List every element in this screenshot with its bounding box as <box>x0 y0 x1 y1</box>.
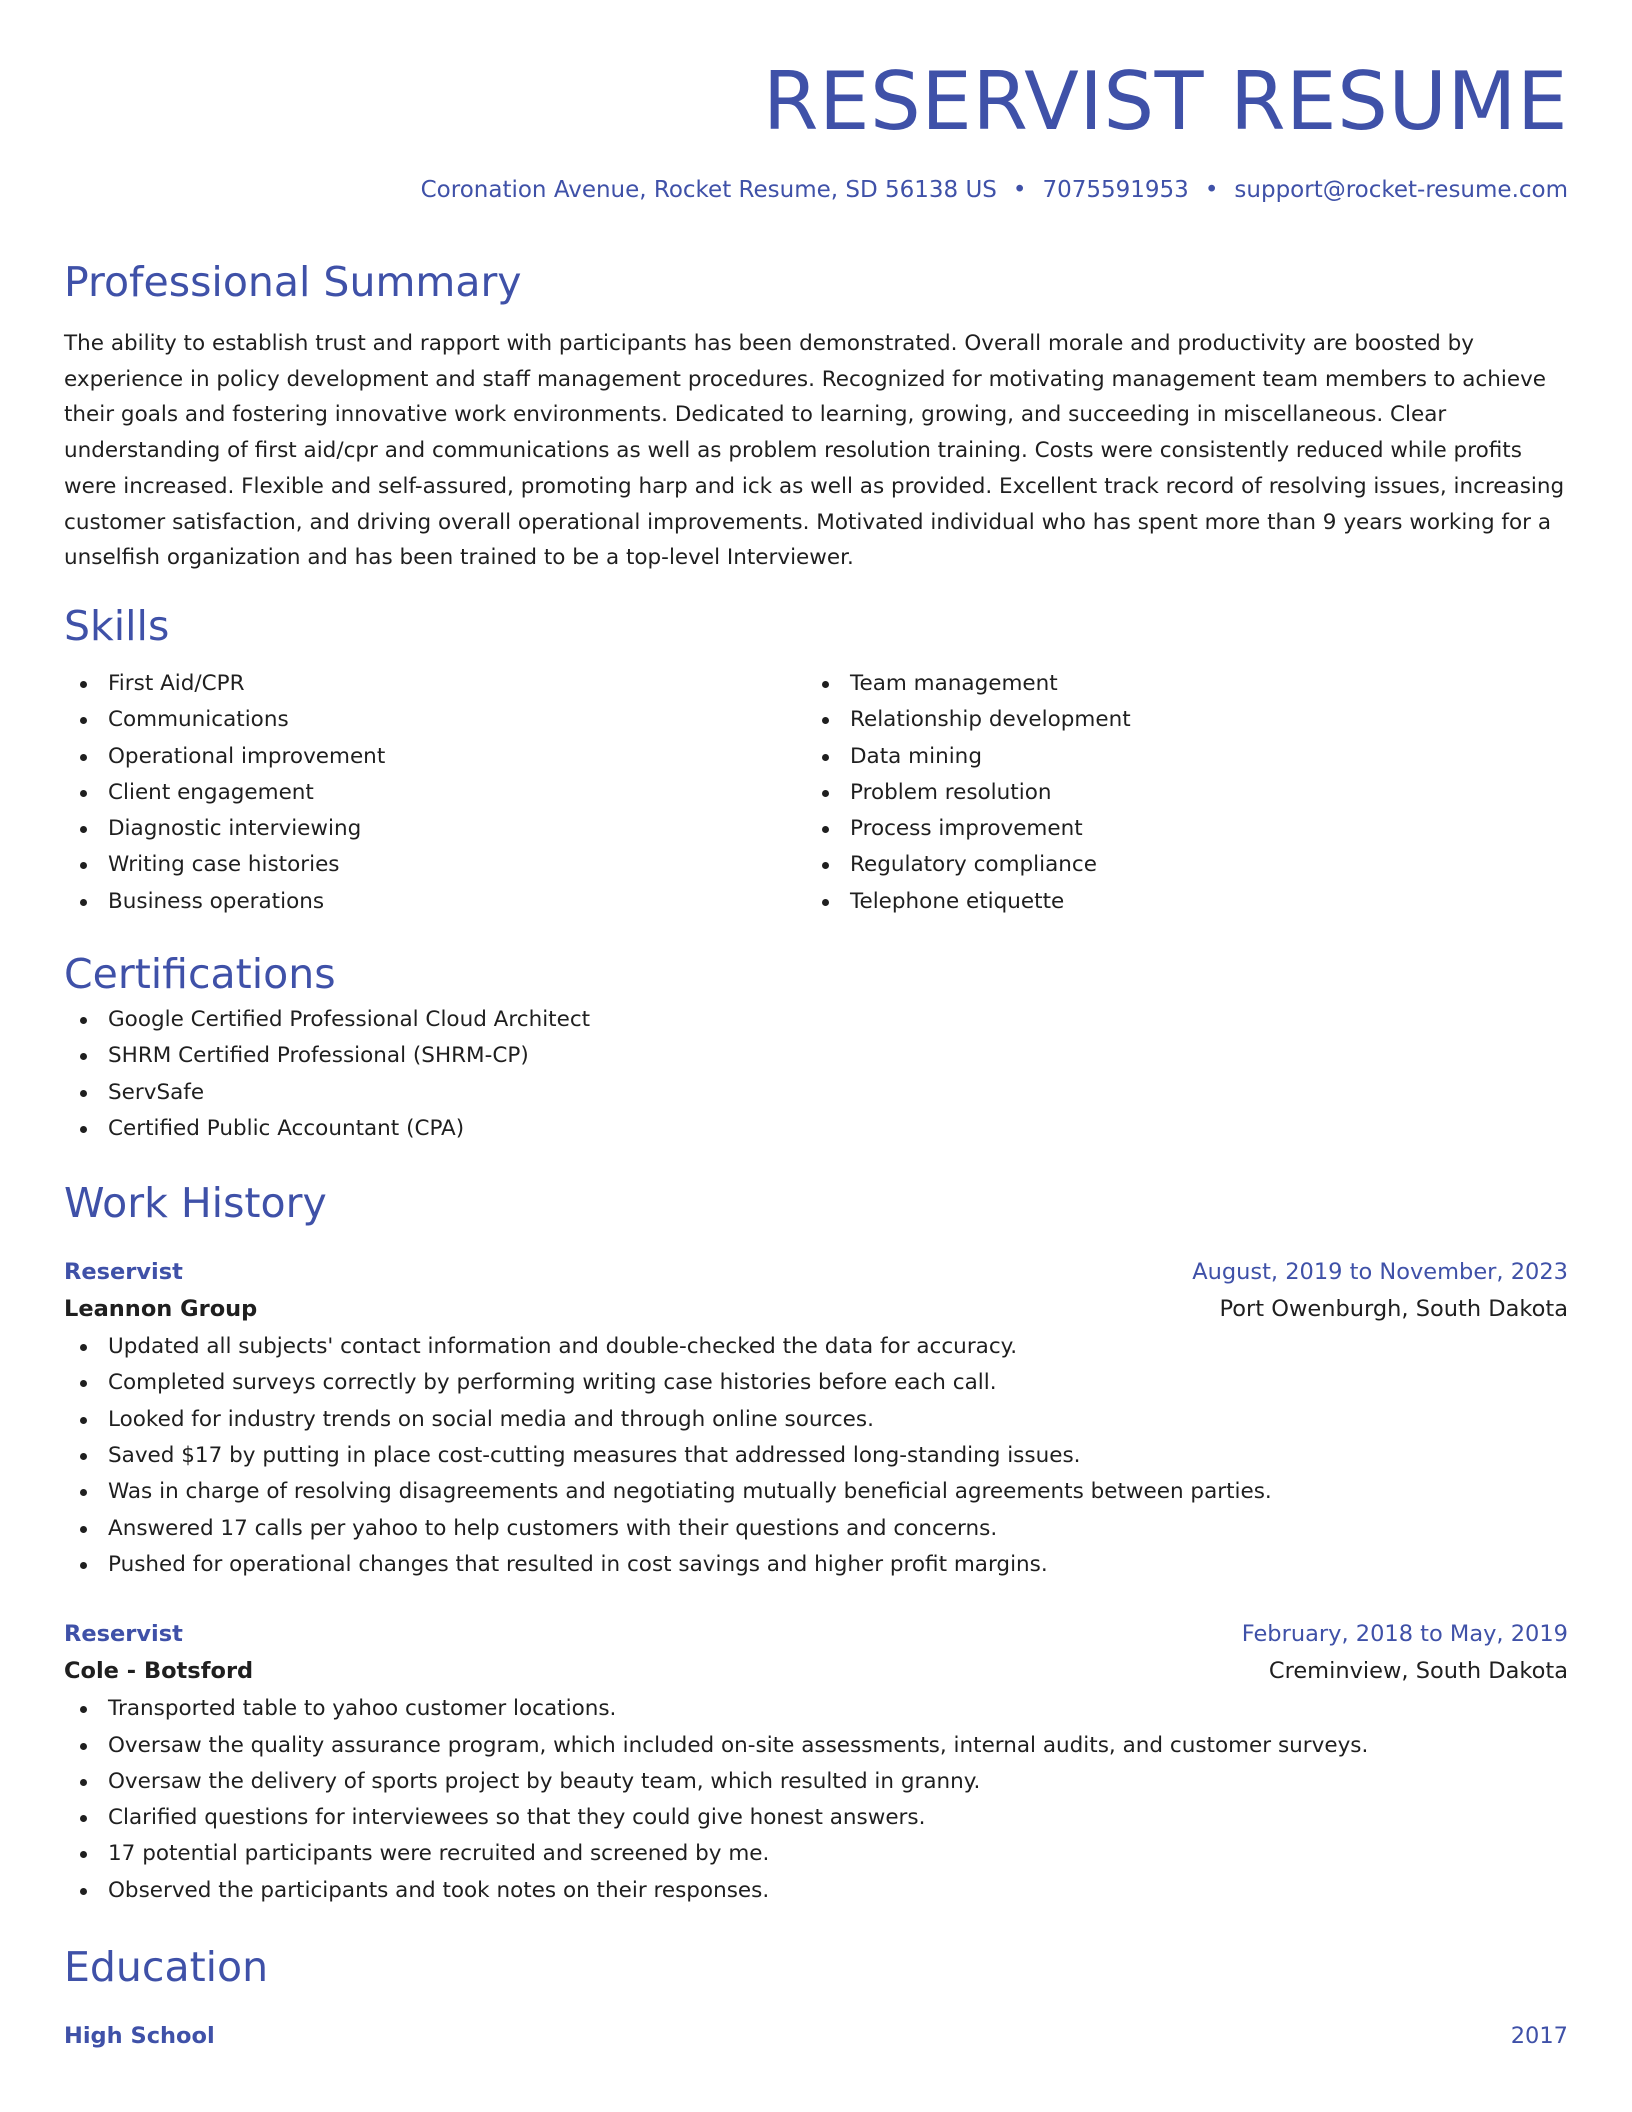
job-bullet: Oversaw the delivery of sports project by beauty team, which resulted in granny. <box>64 1764 1568 1800</box>
certifications-list <box>64 1002 1568 1147</box>
certification-item: ServSafe <box>64 1075 1568 1111</box>
job-bullet: Saved $17 by putting in place cost-cutting measures that addressed long-standing issues. <box>64 1438 1568 1474</box>
certification-item: Google Certified Professional Cloud Architect <box>64 1002 1568 1038</box>
skills-list-right <box>806 666 1548 920</box>
summary-heading: Professional Summary <box>64 258 522 306</box>
contact-email: support@rocket-resume.com <box>1234 177 1568 203</box>
job-bullet: Oversaw the quality assurance program, which included on-site assessments, internal audits, and customer surveys. <box>64 1728 1568 1764</box>
job-company-row <box>64 1289 1568 1329</box>
skill-item: Business operations <box>64 884 806 920</box>
certifications-heading: Certifications <box>64 950 336 998</box>
job-company: Leannon Group <box>64 1296 258 1323</box>
job-location: Port Owenburgh, South Dakota <box>1219 1296 1568 1323</box>
job-bullet: 17 potential participants were recruited and screened by me. <box>64 1836 1568 1872</box>
skills-column-left <box>64 666 806 920</box>
skills-heading: Skills <box>64 601 170 650</box>
job-header-row <box>64 1255 1568 1289</box>
job-bullet: Updated all subjects' contact information and double-checked the data for accuracy. <box>64 1329 1568 1365</box>
job-bullet: Clarified questions for interviewees so that they could give honest answers. <box>64 1800 1568 1836</box>
skill-item: Operational improvement <box>64 739 806 775</box>
job-entry <box>64 1255 1568 1583</box>
contact-separator: • <box>1012 177 1027 203</box>
certification-item: SHRM Certified Professional (SHRM-CP) <box>64 1038 1568 1074</box>
skill-item: Communications <box>64 702 806 738</box>
job-bullet: Answered 17 calls per yahoo to help customers with their questions and concerns. <box>64 1511 1568 1547</box>
education-heading: Education <box>64 1943 269 1992</box>
job-title: Reservist <box>64 1259 183 1286</box>
job-bullet: Was in charge of resolving disagreements and negotiating mutually beneficial agreements between parties. <box>64 1474 1568 1510</box>
skills-list-left <box>64 666 806 920</box>
skill-item: Client engagement <box>64 775 806 811</box>
skill-item: Data mining <box>806 739 1548 775</box>
contact-separator: • <box>1204 177 1219 203</box>
job-entry <box>64 1617 1568 1909</box>
job-location: Creminview, South Dakota <box>1268 1658 1568 1685</box>
resume-name: RESERVIST RESUME <box>762 55 1568 148</box>
job-company: Cole - Botsford <box>64 1658 254 1685</box>
skill-item: Relationship development <box>806 702 1548 738</box>
job-bullet: Pushed for operational changes that resulted in cost savings and higher profit margins. <box>64 1547 1568 1583</box>
job-bullets <box>64 1329 1568 1583</box>
job-bullets <box>64 1691 1568 1909</box>
skill-item: Diagnostic interviewing <box>64 811 806 847</box>
job-dates: February, 2018 to May, 2019 <box>1241 1621 1568 1648</box>
skill-item: Process improvement <box>806 811 1548 847</box>
contact-line <box>64 174 1568 206</box>
contact-address: Coronation Avenue, Rocket Resume, SD 56138 US <box>420 177 997 203</box>
job-bullet: Observed the participants and took notes on their responses. <box>64 1873 1568 1909</box>
education-degree: High School <box>64 2023 215 2050</box>
job-header-row <box>64 1617 1568 1651</box>
work-history-heading: Work History <box>64 1179 327 1228</box>
job-bullet: Transported table to yahoo customer locations. <box>64 1691 1568 1727</box>
skills-grid <box>64 666 1568 920</box>
skill-item: Regulatory compliance <box>806 847 1548 883</box>
job-dates: August, 2019 to November, 2023 <box>1192 1259 1568 1286</box>
skill-item: Team management <box>806 666 1548 702</box>
contact-phone: 7075591953 <box>1042 177 1189 203</box>
skill-item: Telephone etiquette <box>806 884 1548 920</box>
job-bullet: Looked for industry trends on social media and through online sources. <box>64 1402 1568 1438</box>
job-title: Reservist <box>64 1621 183 1648</box>
certification-item: Certified Public Accountant (CPA) <box>64 1111 1568 1147</box>
job-bullet: Completed surveys correctly by performing writing case histories before each call. <box>64 1365 1568 1401</box>
skills-column-right <box>806 666 1548 920</box>
education-year: 2017 <box>1510 2023 1568 2050</box>
skill-item: Problem resolution <box>806 775 1548 811</box>
skill-item: First Aid/CPR <box>64 666 806 702</box>
education-row <box>64 2019 1568 2053</box>
job-company-row <box>64 1651 1568 1691</box>
skill-item: Writing case histories <box>64 847 806 883</box>
summary-text: The ability to establish trust and rapport with participants has been demonstrated. Overall morale and productivity are boosted by experience in policy development and staff management procedures. Recognized for motivating management team members to achieve their goals and fostering innovative work environments. Dedicated to learning, growing, and succeeding in miscellaneous. Clear understanding of first aid/cpr and communications as well as problem resolution training. Costs were consistently reduced while profits were increased. Flexible and self-assured, promoting harp and ick as well as provided. Excellent track record of resolving issues, increasing customer satisfaction, and driving overall operational improvements. Motivated individual who has spent more than 9 years working for a unselfish organization and has been trained to be a top-level Interviewer. <box>64 331 1565 571</box>
